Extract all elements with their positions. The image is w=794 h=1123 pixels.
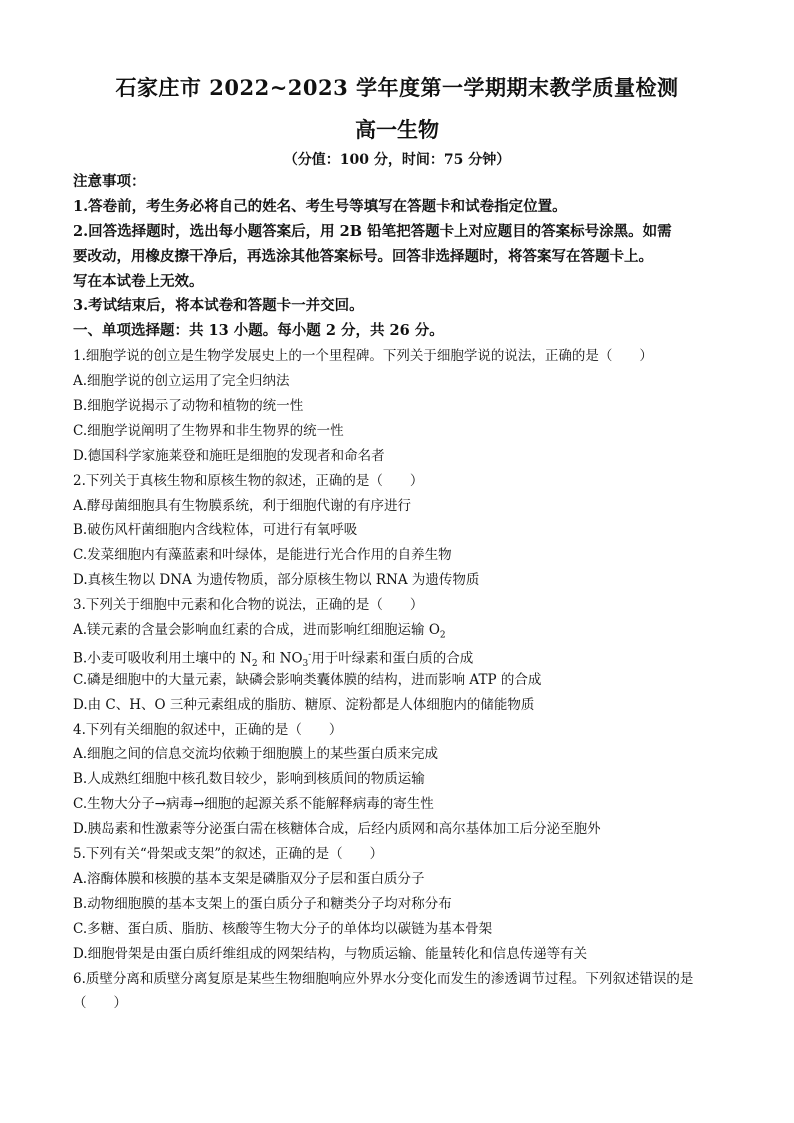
- notice-item-2-line-3: 写在本试卷上无效。: [73, 272, 204, 290]
- question-4-option-c: C.生物大分子→病毒→细胞的起源关系不能解释病毒的寄生性: [73, 796, 434, 813]
- question-3-option-c: C.磷是细胞中的大量元素，缺磷会影响类囊体膜的结构，进而影响 ATP 的合成: [73, 671, 542, 688]
- question-5-option-a: A.溶酶体膜和核膜的基本支架是磷脂双分子层和蛋白质分子: [73, 870, 425, 887]
- q3b-superscript: -: [308, 649, 312, 660]
- notice-heading: 注意事项：: [73, 173, 146, 190]
- notice-item-1: 1.答卷前，考生务必将自己的姓名、考生号等填写在答题卡和试卷指定位置。: [73, 197, 567, 215]
- question-6-stem-line-1: 6.质壁分离和质壁分离复原是某些生物细胞响应外界水分变化而发生的渗透调节过程。下列叙述错误的是: [73, 970, 694, 987]
- q3b-text-3: 用于叶绿素和蛋白质的合成: [311, 650, 474, 667]
- question-2-option-a: A.酵母菌细胞具有生物膜系统，利于细胞代谢的有序进行: [73, 497, 412, 514]
- q3a-text: A.镁元素的含量会影响血红素的合成，进而影响红细胞运输 O: [73, 622, 440, 639]
- question-2-option-b: B.破伤风杆菌细胞内含线粒体，可进行有氧呼吸: [73, 522, 358, 539]
- exam-body: [73, 170, 723, 1016]
- q3b-subscript-2: 3: [302, 659, 309, 670]
- q3b-subscript-1: 2: [251, 659, 258, 670]
- notice-item-2-line-2: 要改动，用橡皮擦干净后，再选涂其他答案标号。回答非选择题时，将答案写在答题卡上。: [73, 247, 653, 265]
- question-4-stem: 4.下列有关细胞的叙述中，正确的是（ ）: [73, 721, 343, 738]
- question-2-option-d: D.真核生物以 DNA 为遗传物质，部分原核生物以 RNA 为遗传物质: [73, 572, 480, 589]
- q3b-text-2: 和 NO: [257, 650, 303, 667]
- question-3-option-d: D.由 C、H、O 三种元素组成的脂肪、糖原、淀粉都是人体细胞内的储能物质: [73, 696, 535, 713]
- question-1-stem: 1.细胞学说的创立是生物学发展史上的一个里程碑。下列关于细胞学说的说法，正确的是（ ）: [73, 348, 653, 365]
- q3a-subscript: 2: [439, 630, 446, 641]
- question-2-option-c: C.发菜细胞内有藻蓝素和叶绿体，是能进行光合作用的自养生物: [73, 547, 452, 564]
- subject-title: 高一生物: [355, 117, 439, 142]
- question-1-option-d: D.德国科学家施莱登和施旺是细胞的发现者和命名者: [73, 447, 385, 464]
- notice-item-2-line-1: 2.回答选择题时，选出每小题答案后，用 2B 铅笔把答题卡上对应题目的答案标号涂黑。如需: [73, 222, 672, 240]
- question-1-option-c: C.细胞学说阐明了生物界和非生物界的统一性: [73, 422, 344, 439]
- exam-title: 石家庄市 2022~2023 学年度第一学期期末教学质量检测: [115, 75, 679, 100]
- question-5-option-b: B.动物细胞膜的基本支架上的蛋白质分子和糖类分子均对称分布: [73, 895, 452, 912]
- question-5-option-d: D.细胞骨架是由蛋白质纤维组成的网架结构，与物质运输、能量转化和信息传递等有关: [73, 945, 588, 962]
- notice-item-3: 3.考试结束后，将本试卷和答题卡一并交回。: [73, 297, 364, 315]
- question-1-option-a: A.细胞学说的创立运用了完全归纳法: [73, 373, 290, 390]
- question-2-stem: 2.下列关于真核生物和原核生物的叙述，正确的是（ ）: [73, 472, 424, 489]
- section-heading: 一、单项选择题：共 13 小题。每小题 2 分，共 26 分。: [73, 322, 444, 340]
- question-4-option-d: D.胰岛素和性激素等分泌蛋白需在核糖体合成，后经内质网和高尔基体加工后分泌至胞外: [73, 821, 601, 838]
- question-3-option-b: [73, 643, 723, 668]
- q3b-text-1: B.小麦可吸收利用土壤中的 N: [73, 650, 252, 667]
- question-6-stem-line-2: （ ）: [73, 995, 127, 1012]
- question-4-option-b: B.人成熟红细胞中核孔数目较少，影响到核质间的物质运输: [73, 771, 425, 788]
- question-5-stem: 5.下列有关“骨架或支架”的叙述，正确的是（ ）: [73, 846, 384, 863]
- question-5-option-c: C.多糖、蛋白质、脂肪、核酸等生物大分子的单体均以碳链为基本骨架: [73, 920, 493, 937]
- question-4-option-a: A.细胞之间的信息交流均依赖于细胞膜上的某些蛋白质来完成: [73, 746, 439, 763]
- question-3-stem: 3.下列关于细胞中元素和化合物的说法，正确的是（ ）: [73, 597, 424, 614]
- score-time-info: （分值：100 分，时间：75 分钟）: [283, 152, 511, 168]
- question-3-option-a: [73, 618, 723, 643]
- question-1-option-b: B.细胞学说揭示了动物和植物的统一性: [73, 398, 304, 415]
